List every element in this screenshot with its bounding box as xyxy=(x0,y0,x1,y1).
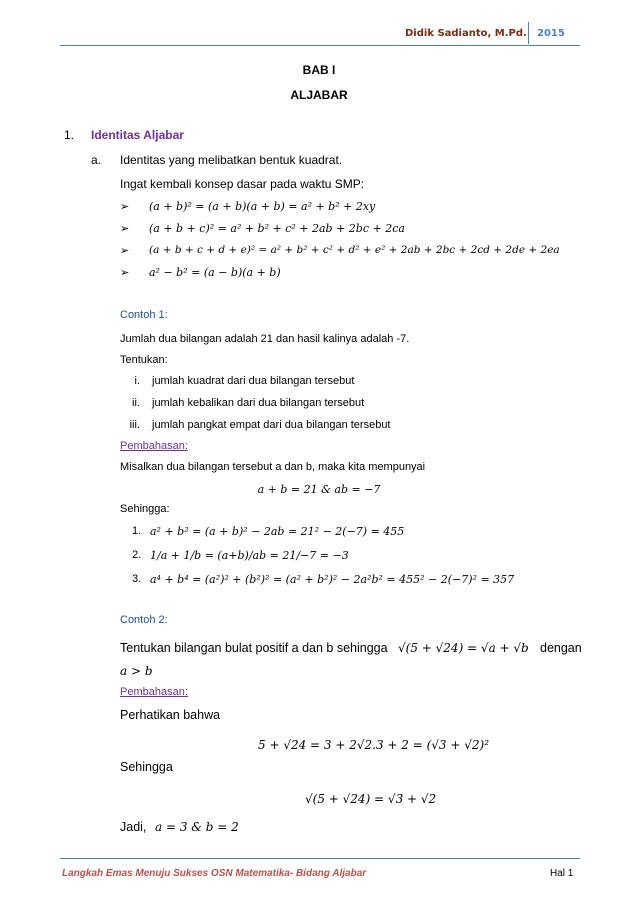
contoh2-result: a = 3 & b = 2 xyxy=(155,820,239,834)
contoh1-tentukan: Tentukan: xyxy=(120,354,168,366)
section-title: Identitas Aljabar xyxy=(91,128,184,142)
contoh2-sehingga: Sehingga xyxy=(120,760,173,774)
subsection-letter: a. xyxy=(91,153,102,167)
answer-number: 1. xyxy=(132,525,142,537)
answer-expression: a⁴ + b⁴ = (a²)² + (b²)² = (a² + b²)² − 2a²b² = 455² − 2(−7)² = 357 xyxy=(150,573,515,586)
contoh2-perhatikan: Perhatikan bahwa xyxy=(120,708,221,722)
contoh1-sehingga: Sehingga: xyxy=(120,503,170,515)
header-year: 2015 xyxy=(537,28,565,39)
contoh2-label: Contoh 2: xyxy=(120,614,168,626)
list-item-number: i. xyxy=(134,375,140,387)
footer-title: Langkah Emas Menuju Sukses OSN Matematika- Bidang Aljabar xyxy=(62,868,367,879)
contoh2-eq2: √(5 + √24) = √3 + √2 xyxy=(305,792,437,806)
contoh1-given: a + b = 21 & ab = −7 xyxy=(257,483,381,496)
answer-number: 2. xyxy=(132,549,142,561)
contoh2-dengan: dengan xyxy=(540,641,582,655)
contoh2-condition: a > b xyxy=(120,664,153,678)
list-item-number: iii. xyxy=(129,419,140,431)
contoh2-problem: Tentukan bilangan bulat positif a dan b sehingga xyxy=(120,641,388,655)
identity-3: (a + b + c + d + e)² = a² + b² + c² + d² + e² + 2ab + 2bc + 2cd + 2de + 2ea xyxy=(149,244,560,256)
identity-1: (a + b)² = (a + b)(a + b) = a² + b² + 2xy xyxy=(149,200,376,213)
arrow-bullet-icon: ➢ xyxy=(120,201,130,213)
footer-rule xyxy=(60,858,580,859)
list-item-text: jumlah kebalikan dari dua bilangan tersebut xyxy=(152,397,365,409)
header-divider xyxy=(528,22,529,44)
chapter-number: BAB I xyxy=(302,63,336,77)
page-number: Hal 1 xyxy=(550,868,574,879)
contoh2-equation: √(5 + √24) = √a + √b xyxy=(398,641,529,655)
contoh1-pembahasan: Pembahasan: xyxy=(120,440,188,452)
chapter-title: ALJABAR xyxy=(290,88,348,102)
arrow-bullet-icon: ➢ xyxy=(120,245,130,257)
contoh1-label: Contoh 1: xyxy=(120,309,168,321)
contoh2-jadi: Jadi, xyxy=(120,820,147,834)
contoh2-eq1: 5 + √24 = 3 + 2√2.3 + 2 = (√3 + √2)² xyxy=(258,738,490,752)
answer-number: 3. xyxy=(132,573,142,585)
intro-text: Ingat kembali konsep dasar pada waktu SMP: xyxy=(120,177,365,191)
arrow-bullet-icon: ➢ xyxy=(120,223,130,235)
header-rule xyxy=(60,45,580,46)
list-item-number: ii. xyxy=(132,397,140,409)
list-item-text: jumlah kuadrat dari dua bilangan tersebut xyxy=(152,375,355,387)
contoh1-misalkan: Misalkan dua bilangan tersebut a dan b, maka kita mempunyai xyxy=(120,461,426,473)
section-number: 1. xyxy=(64,128,75,142)
answer-expression: a² + b² = (a + b)² − 2ab = 21² − 2(−7) = 455 xyxy=(150,525,405,538)
answer-expression: 1/a + 1/b = (a+b)/ab = 21/−7 = −3 xyxy=(150,549,349,562)
contoh1-problem: Jumlah dua bilangan adalah 21 dan hasil kalinya adalah -7. xyxy=(120,333,410,345)
arrow-bullet-icon: ➢ xyxy=(120,267,130,279)
contoh2-pembahasan: Pembahasan: xyxy=(120,686,188,698)
subsection-title: Identitas yang melibatkan bentuk kuadrat. xyxy=(120,153,343,167)
identity-4: a² − b² = (a − b)(a + b) xyxy=(149,266,281,279)
list-item-text: jumlah pangkat empat dari dua bilangan tersebut xyxy=(152,419,391,431)
identity-2: (a + b + c)² = a² + b² + c² + 2ab + 2bc + 2ca xyxy=(149,222,405,235)
header-author: Didik Sadianto, M.Pd. xyxy=(405,28,527,39)
